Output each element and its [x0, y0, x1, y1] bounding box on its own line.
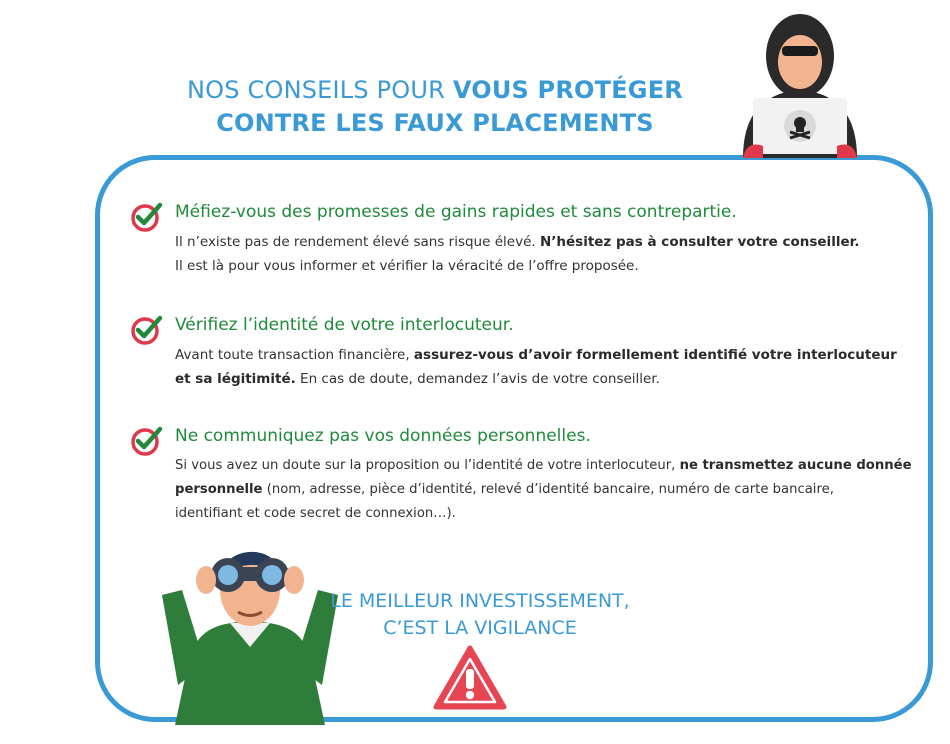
check-icon: [130, 424, 164, 458]
page-title: [150, 74, 720, 140]
title-line-2: CONTRE LES FAUX PLACEMENTS: [216, 109, 654, 137]
check-icon: [130, 313, 164, 347]
tip-2-body: Avant toute transaction financière, assurez-vous d’avoir formellement identifié votre interlocuteur et sa légitimité. En cas de doute, demandez l’avis de votre conseiller.: [175, 347, 897, 387]
tip-3-body: Si vous avez un doute sur la proposition ou l’identité de votre interlocuteur, ne transmettez aucune donnée personnelle (nom, adresse, pièce d’identité, relevé d’identité bancaire, numéro de carte bancaire, identifiant et code secret de connexion…).: [175, 458, 912, 521]
hacker-illustration: [735, 8, 865, 158]
title-line-1: NOS CONSEILS POUR VOUS PROTÉGER: [187, 76, 683, 104]
man-with-binoculars-illustration: [160, 535, 340, 725]
tip-1-body: Il n’existe pas de rendement élevé sans risque élevé. N’hésitez pas à consulter votre conseiller. Il est là pour vous informer et vérifier la véracité de l’offre proposée.: [175, 234, 860, 274]
tip-1-heading: Méfiez-vous des promesses de gains rapides et sans contrepartie.: [175, 202, 737, 222]
warning-icon: [433, 645, 507, 711]
tip-2-heading: Vérifiez l’identité de votre interlocuteur.: [175, 315, 514, 335]
check-icon: [130, 200, 164, 234]
slogan: LE MEILLEUR INVESTISSEMENT, C’EST LA VIGILANCE: [330, 590, 630, 639]
tip-3-heading: Ne communiquez pas vos données personnelles.: [175, 426, 591, 446]
